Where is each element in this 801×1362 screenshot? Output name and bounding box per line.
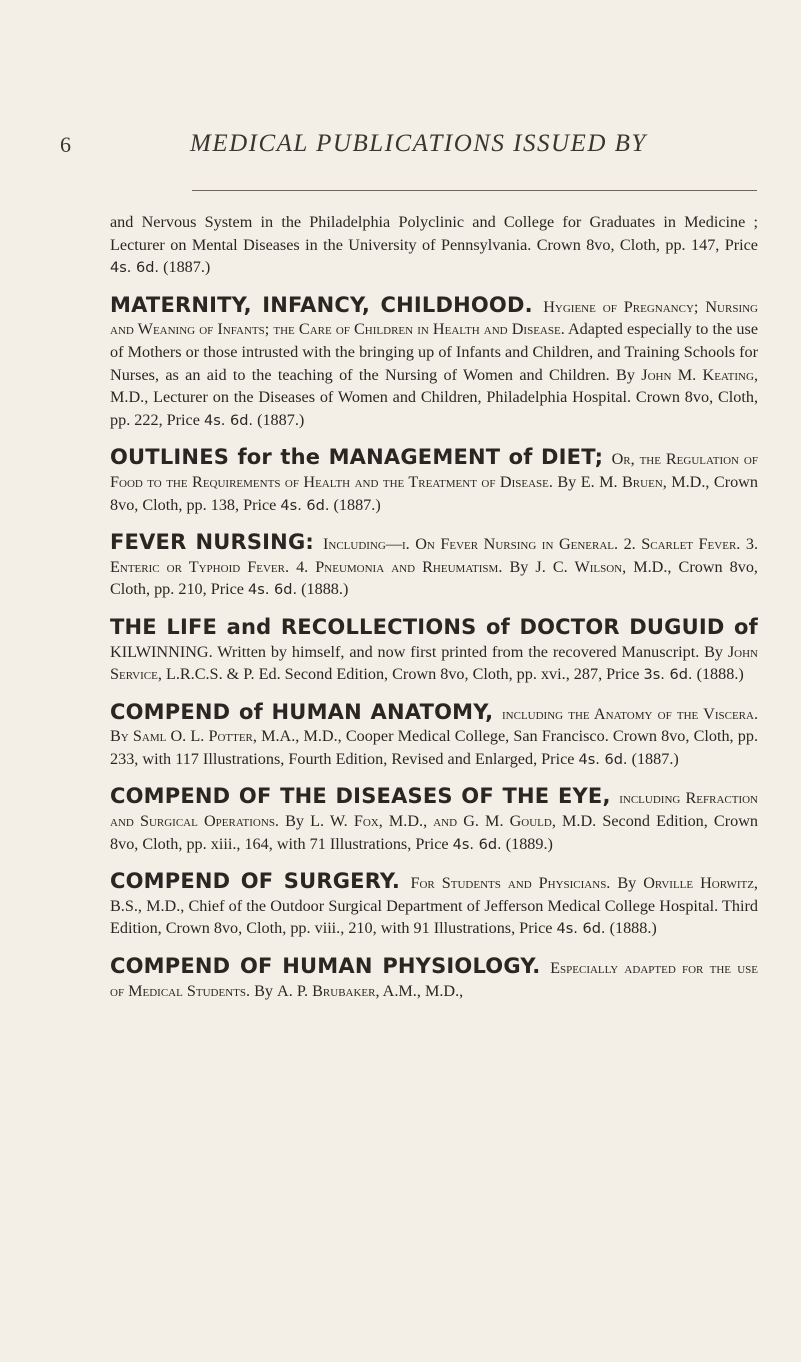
entry-year: (1887.): [159, 258, 211, 277]
entry-title: COMPEND OF HUMAN PHYSIOLOGY.: [110, 954, 551, 979]
entry-price: 4s. 6d.: [110, 260, 160, 277]
entry-body: By: [250, 981, 278, 1000]
entry-body-2: , Chief of the Outdoor Surgical Department of Jefferson Medical College Hospital. Third Edition, Crown 8vo, Cloth, pp. viii., 210, with 91 Illustrations, Price: [110, 896, 758, 938]
entry-body: By: [278, 812, 311, 831]
entry-body: and Nervous System in the Philadelphia Polyclinic and College for Graduates in Medicine ; Lecturer on Mental Diseases in the University of Pennsylvania. Crown 8vo, Cloth, pp. 147, Price: [110, 213, 758, 254]
entry-author: Orville Horwitz, B.S., M.D.: [110, 874, 758, 915]
entry-author: E. M. Bruen, M.D.: [580, 472, 706, 491]
catalog-entry-physiology: [110, 955, 758, 1002]
entry-body: By: [610, 874, 644, 893]
entry-author: By Saml O. L. Potter: [110, 727, 253, 746]
running-title: MEDICAL PUBLICATIONS ISSUED BY: [190, 130, 647, 157]
entry-title: COMPEND OF THE DISEASES OF THE EYE,: [110, 784, 620, 809]
entry-year: (1888.): [297, 580, 349, 599]
entry-title: THE LIFE and RECOLLECTIONS of DOCTOR DUGUID of: [110, 614, 758, 639]
page-number: 6: [60, 132, 71, 157]
entry-subtitle: Or, the Regulation of Food to the Requirements of Health and the Treatment of Disease.: [110, 450, 758, 491]
entry-year: (1887.): [253, 410, 305, 429]
entry-year: (1887.): [627, 749, 679, 768]
entry-title: COMPEND of HUMAN ANATOMY,: [110, 699, 502, 724]
entry-author: J. C. Wilson, M.D.: [535, 557, 668, 576]
entry-author: L. W. Fox, M.D., and G. M. Gould, M.D.: [310, 812, 597, 831]
entry-price: 4s. 6d.: [578, 751, 628, 768]
entry-body: Adapted especially to the use of Mothers or those intrusted with the bringing up of Infants and Children, and Training Schools for Nurses, as an aid to the teaching of the Nursing of Women and Children. By: [110, 320, 758, 384]
catalog-entry-anatomy: [110, 701, 758, 772]
entry-price: 4s. 6d.: [280, 497, 330, 514]
catalog-entry-maternity: [110, 294, 758, 433]
entry-subtitle: including the Anatomy of the Viscera.: [502, 704, 758, 723]
catalog-entry-duguid: [110, 616, 758, 687]
catalog-entry-eye: [110, 785, 758, 856]
catalog-listing: [110, 211, 758, 1002]
entry-body-2: , M.A., M.D., Cooper Medical College, San Francisco. Crown 8vo, Cloth, pp. 233, with 117 Illustrations, Fourth Edition, Revised and Enlarged, Price: [110, 727, 758, 768]
entry-year: (1889.): [501, 834, 553, 853]
entry-title: OUTLINES for the MANAGEMENT of DIET;: [110, 445, 612, 470]
entry-price: 3s. 6d.: [643, 667, 693, 684]
entry-body-2: Second Edition, Crown 8vo, Cloth, pp. xiii., 164, with 71 Illustrations, Price: [110, 812, 758, 853]
page-header: [0, 126, 801, 166]
entry-price: 4s. 6d.: [203, 412, 254, 429]
entry-author: John Service: [110, 642, 758, 684]
entry-body: By: [502, 557, 536, 576]
entry-author: A. P. Brubaker, A.M., M.D.,: [277, 981, 464, 1000]
catalog-entry-surgery: [110, 870, 758, 941]
catalog-entry-continued: [110, 211, 758, 280]
entry-body: By: [552, 472, 581, 491]
entry-price: 4s. 6d.: [452, 836, 502, 853]
entry-title: FEVER NURSING:: [110, 530, 323, 555]
entry-price: 4s. 6d.: [556, 921, 606, 938]
entry-title: MATERNITY, INFANCY, CHILDHOOD.: [110, 292, 544, 317]
entry-price: 4s. 6d.: [248, 582, 298, 599]
entry-subtitle: For Students and Physicians.: [410, 874, 611, 893]
catalog-entry-diet: [110, 446, 758, 517]
entry-body-2: , Crown 8vo, Cloth, pp. 210, Price: [110, 557, 758, 599]
entry-year: (1888.): [692, 665, 744, 684]
entry-year: (1887.): [329, 495, 381, 514]
entry-title: COMPEND OF SURGERY.: [110, 869, 411, 894]
entry-year: (1888.): [605, 919, 657, 938]
catalog-entry-fever: [110, 531, 758, 602]
entry-subtitle: Including—i. On Fever Nursing in General. 2. Scarlet Fever. 3. Enteric or Typhoid Fever. 4. Pneumonia and Rheumatism.: [110, 535, 758, 576]
entry-body-2: , Lecturer on the Diseases of Women and Children, Philadelphia Hospital. Crown 8vo, Cloth, pp. 222, Price: [110, 388, 758, 429]
header-rule: [192, 190, 757, 191]
entry-subtitle: Hygiene of Pregnancy; Nursing and Weaning of Infants; the Care of Children in Health and Disease.: [110, 297, 758, 339]
entry-body-2: , Crown 8vo, Cloth, pp. 138, Price: [110, 472, 758, 514]
entry-subtitle: including Refraction and Surgical Operations.: [110, 789, 758, 831]
entry-body-2: , L.R.C.S. & P. Ed. Second Edition, Crown 8vo, Cloth, pp. xvi., 287, Price: [157, 665, 644, 684]
entry-author: John M. Keating, M.D.: [110, 365, 758, 407]
entry-body: KILWINNING. Written by himself, and now first printed from the recovered Manuscript. By: [110, 642, 728, 661]
entry-subtitle: Especially adapted for the use of Medical Students.: [110, 959, 758, 1000]
